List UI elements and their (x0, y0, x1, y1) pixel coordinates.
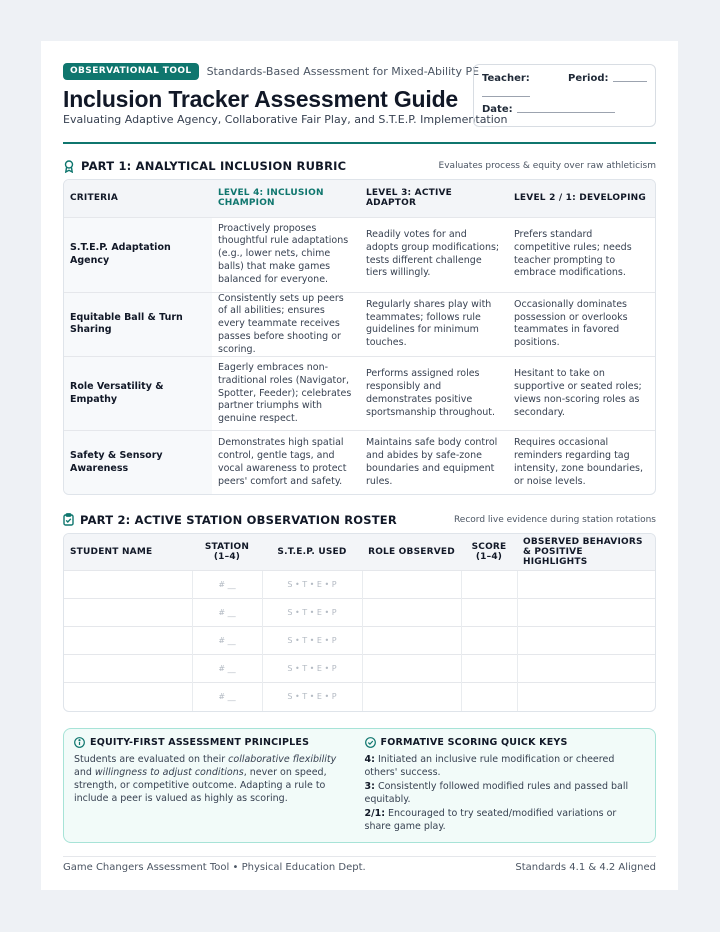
rubric-level2-cell: Hesitant to take on supportive or seated roles; views non-scoring roles as secondary. (508, 357, 655, 431)
student-name-cell[interactable] (64, 683, 192, 711)
rubric-table (63, 179, 656, 495)
part2-heading (63, 511, 656, 529)
observed-behaviors-cell[interactable] (517, 599, 655, 627)
observed-behaviors-cell[interactable] (517, 655, 655, 683)
station-cell[interactable]: # __ (192, 571, 262, 599)
roster-header-row (64, 534, 655, 571)
rubric-header-level4: LEVEL 4: INCLUSION CHAMPION (212, 180, 360, 217)
scoring-keys-title: FORMATIVE SCORING QUICK KEYS (380, 736, 568, 748)
roster-row (64, 571, 655, 599)
award-icon (63, 160, 75, 173)
scoring-key-item (365, 753, 646, 779)
scoring-key-text: Consistently followed modified rules and passed ball equitably. (364, 780, 629, 805)
station-cell[interactable]: # __ (192, 655, 262, 683)
page-subtitle: Evaluating Adaptive Agency, Collaborative Fair Play, and S.T.E.P. Implementation (63, 113, 508, 126)
info-icon (74, 737, 85, 748)
part1-note: Evaluates process & equity over raw athleticism (438, 161, 656, 171)
scoring-key-item (365, 780, 646, 806)
roster-header-score: SCORE (1–4) (461, 534, 517, 571)
footer-right: Standards 4.1 & 4.2 Aligned (515, 861, 656, 873)
rubric-row (64, 357, 655, 431)
rubric-level4-cell: Demonstrates high spatial control, gentle tags, and vocal awareness to protect peers' comfort and safety. (212, 431, 360, 494)
header-divider (63, 142, 656, 144)
rubric-level4-cell: Consistently sets up peers of all abilities; ensures every teammate receives passes before shooting or scoring. (212, 292, 360, 357)
roster-header-step: S.T.E.P. USED (262, 534, 362, 571)
rubric-criteria: Safety & Sensory Awareness (64, 431, 212, 494)
rubric-level4-cell: Proactively proposes thoughtful rule adaptations (e.g., lower nets, chime balls) that make games balanced for everyone. (212, 217, 360, 292)
teacher-field[interactable] (482, 87, 530, 97)
date-label: Date: (482, 104, 513, 115)
principles-text-part: Students are evaluated on their (74, 753, 229, 765)
scoring-key-label: 2/1: (364, 807, 385, 819)
principles-emphasis: willingness to adjust conditions (94, 766, 244, 778)
roster-row (64, 627, 655, 655)
rubric-level4-cell: Eagerly embraces non-traditional roles (Navigator, Spotter, Feeder); celebrates partner triumphs with genuine respect. (212, 357, 360, 431)
roster-header-student: STUDENT NAME (64, 534, 192, 571)
tagline: Standards-Based Assessment for Mixed-Ability PE (206, 65, 480, 78)
student-name-cell[interactable] (64, 627, 192, 655)
teacher-info-box (473, 64, 656, 127)
period-label: Period: (568, 73, 609, 84)
score-cell[interactable] (461, 627, 517, 655)
step-used-cell[interactable]: S • T • E • P (262, 571, 362, 599)
step-used-cell[interactable]: S • T • E • P (262, 599, 362, 627)
principles-title: EQUITY-FIRST ASSESSMENT PRINCIPLES (90, 736, 310, 748)
tool-badge: OBSERVATIONAL TOOL (63, 63, 199, 80)
step-used-cell[interactable]: S • T • E • P (262, 627, 362, 655)
rubric-level3-cell: Performs assigned roles responsibly and demonstrates positive sportsmanship throughout. (360, 357, 508, 431)
role-observed-cell[interactable] (362, 683, 461, 711)
rubric-level2-cell: Requires occasional reminders regarding tag intensity, zone boundaries, or noise levels. (508, 431, 655, 494)
role-observed-cell[interactable] (362, 571, 461, 599)
check-circle-icon (365, 737, 376, 748)
roster-row (64, 655, 655, 683)
rubric-header-level3: LEVEL 3: ACTIVE ADAPTOR (360, 180, 508, 217)
roster-header-behaviors: OBSERVED BEHAVIORS & POSITIVE HIGHLIGHTS (517, 534, 655, 571)
role-observed-cell[interactable] (362, 655, 461, 683)
rubric-row (64, 292, 655, 357)
observed-behaviors-cell[interactable] (517, 571, 655, 599)
rubric-level2-cell: Prefers standard competitive rules; needs teacher prompting to embrace modifications. (508, 217, 655, 292)
header (63, 63, 656, 135)
assessment-tips-box (63, 728, 656, 843)
rubric-level3-cell: Regularly shares play with teammates; follows rule guidelines for minimum touches. (360, 292, 508, 357)
part2-title: PART 2: ACTIVE STATION OBSERVATION ROSTER (80, 512, 397, 527)
rubric-row (64, 431, 655, 494)
step-used-cell[interactable]: S • T • E • P (262, 683, 362, 711)
rubric-criteria: Equitable Ball & Turn Sharing (64, 292, 212, 357)
scoring-key-label: 4: (364, 753, 375, 765)
student-name-cell[interactable] (64, 655, 192, 683)
roster-header-role: ROLE OBSERVED (362, 534, 461, 571)
scoring-keys-panel (365, 737, 646, 834)
student-name-cell[interactable] (64, 571, 192, 599)
principles-emphasis: collaborative flexibility (228, 753, 337, 765)
observation-roster-table (63, 533, 656, 712)
part1-title: PART 1: ANALYTICAL INCLUSION RUBRIC (81, 159, 347, 173)
rubric-criteria: Role Versatility & Empathy (64, 357, 212, 431)
score-cell[interactable] (461, 683, 517, 711)
station-cell[interactable]: # __ (192, 683, 262, 711)
teacher-label: Teacher: (482, 73, 530, 84)
principles-text (74, 753, 355, 805)
observed-behaviors-cell[interactable] (517, 683, 655, 711)
principles-text-part: , never on speed, strength, or competitive outcome. Adapting a rule to include a peer is valued as highly as scoring. (74, 766, 327, 804)
period-field[interactable] (613, 72, 647, 82)
rubric-level3-cell: Readily votes for and adopts group modifications; tests different challenge tiers willingly. (360, 217, 508, 292)
roster-row (64, 599, 655, 627)
scoring-key-text: Encouraged to try seated/modified variations or share game play. (364, 807, 617, 832)
role-observed-cell[interactable] (362, 627, 461, 655)
scoring-key-text: Initiated an inclusive rule modification or cheered others' success. (364, 753, 615, 778)
date-field[interactable] (517, 103, 615, 113)
page-title: Inclusion Tracker Assessment Guide (63, 86, 459, 112)
scoring-key-label: 3: (364, 780, 375, 792)
rubric-criteria: S.T.E.P. Adaptation Agency (64, 217, 212, 292)
score-cell[interactable] (461, 571, 517, 599)
roster-header-station: STATION (1–4) (192, 534, 262, 571)
rubric-level3-cell: Maintains safe body control and abides by safe-zone boundaries and equipment rules. (360, 431, 508, 494)
rubric-row (64, 217, 655, 292)
rubric-header-criteria: CRITERIA (64, 180, 212, 217)
footer-left: Game Changers Assessment Tool • Physical Education Dept. (63, 861, 366, 873)
assessment-page (41, 41, 678, 890)
clipboard-icon (63, 513, 74, 526)
student-name-cell[interactable] (64, 599, 192, 627)
part1-heading (63, 157, 656, 175)
station-cell[interactable]: # __ (192, 599, 262, 627)
step-used-cell[interactable]: S • T • E • P (262, 655, 362, 683)
rubric-level2-cell: Occasionally dominates possession or overlooks teammates in favored positions. (508, 292, 655, 357)
principles-text-part: and (74, 766, 95, 778)
footer (63, 856, 656, 873)
rubric-header-row (64, 180, 655, 217)
observed-behaviors-cell[interactable] (517, 627, 655, 655)
principles-panel (74, 737, 355, 834)
scoring-key-item (365, 807, 646, 833)
score-cell[interactable] (461, 655, 517, 683)
rubric-header-level2: LEVEL 2 / 1: DEVELOPING (508, 180, 655, 217)
station-cell[interactable]: # __ (192, 627, 262, 655)
score-cell[interactable] (461, 599, 517, 627)
part2-note: Record live evidence during station rotations (453, 514, 656, 525)
role-observed-cell[interactable] (362, 599, 461, 627)
roster-row (64, 683, 655, 711)
